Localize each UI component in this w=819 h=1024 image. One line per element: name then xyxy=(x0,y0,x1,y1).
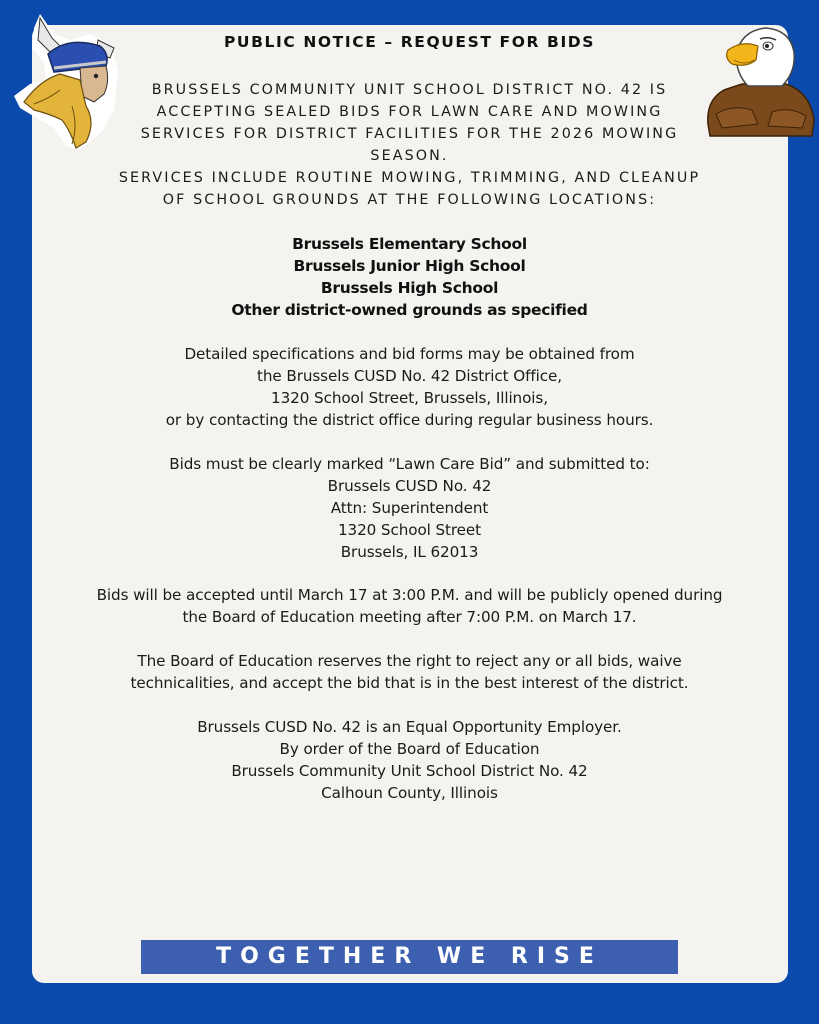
location-item: Brussels High School xyxy=(320,279,499,297)
location-item: Brussels Elementary School xyxy=(292,235,527,253)
closing-line: Calhoun County, Illinois xyxy=(321,784,498,802)
lead-line: SERVICES FOR DISTRICT FACILITIES FOR THE 2026 MOWING xyxy=(140,126,679,142)
locations-list xyxy=(0,233,819,321)
closing-line: Brussels Community Unit School District No. 42 xyxy=(231,762,588,780)
notice-lead-paragraph xyxy=(60,79,759,211)
deadline-line: Bids will be accepted until March 17 at 3:00 P.M. and will be publicly opened during xyxy=(96,586,723,604)
together-we-rise-banner: TOGETHER WE RISE xyxy=(141,940,678,974)
location-item: Other district-owned grounds as specified xyxy=(231,301,588,319)
submit-line: Brussels CUSD No. 42 xyxy=(327,477,492,495)
specs-line: 1320 School Street, Brussels, Illinois, xyxy=(271,389,548,407)
submit-line: Bids must be clearly marked “Lawn Care Bid” and submitted to: xyxy=(169,455,650,473)
lead-line: ACCEPTING SEALED BIDS FOR LAWN CARE AND MOWING xyxy=(156,104,663,120)
location-item: Brussels Junior High School xyxy=(293,257,526,275)
specs-line: the Brussels CUSD No. 42 District Office, xyxy=(257,367,562,385)
rights-line: technicalities, and accept the bid that is in the best interest of the district. xyxy=(130,674,689,692)
rights-paragraph xyxy=(0,650,819,694)
closing-paragraph xyxy=(0,716,819,804)
specs-line: or by contacting the district office during regular business hours. xyxy=(165,411,654,429)
closing-line: Brussels CUSD No. 42 is an Equal Opportunity Employer. xyxy=(197,718,622,736)
submit-line: 1320 School Street xyxy=(337,521,482,539)
closing-line: By order of the Board of Education xyxy=(279,740,540,758)
notice-title: PUBLIC NOTICE – REQUEST FOR BIDS xyxy=(223,33,596,51)
specifications-paragraph xyxy=(0,343,819,431)
deadline-line: the Board of Education meeting after 7:00 P.M. on March 17. xyxy=(182,608,637,626)
lead-line: SEASON. xyxy=(370,148,449,164)
lead-line: SERVICES INCLUDE ROUTINE MOWING, TRIMMING, AND CLEANUP xyxy=(118,170,701,186)
lead-line: BRUSSELS COMMUNITY UNIT SCHOOL DISTRICT NO. 42 IS xyxy=(151,82,668,98)
specs-line: Detailed specifications and bid forms may be obtained from xyxy=(184,345,635,363)
submit-line: Attn: Superintendent xyxy=(330,499,489,517)
lead-line: OF SCHOOL GROUNDS AT THE FOLLOWING LOCATIONS: xyxy=(162,192,657,208)
rights-line: The Board of Education reserves the right to reject any or all bids, waive xyxy=(137,652,682,670)
deadline-paragraph xyxy=(0,584,819,628)
submit-line: Brussels, IL 62013 xyxy=(340,543,479,561)
submission-paragraph xyxy=(0,453,819,563)
